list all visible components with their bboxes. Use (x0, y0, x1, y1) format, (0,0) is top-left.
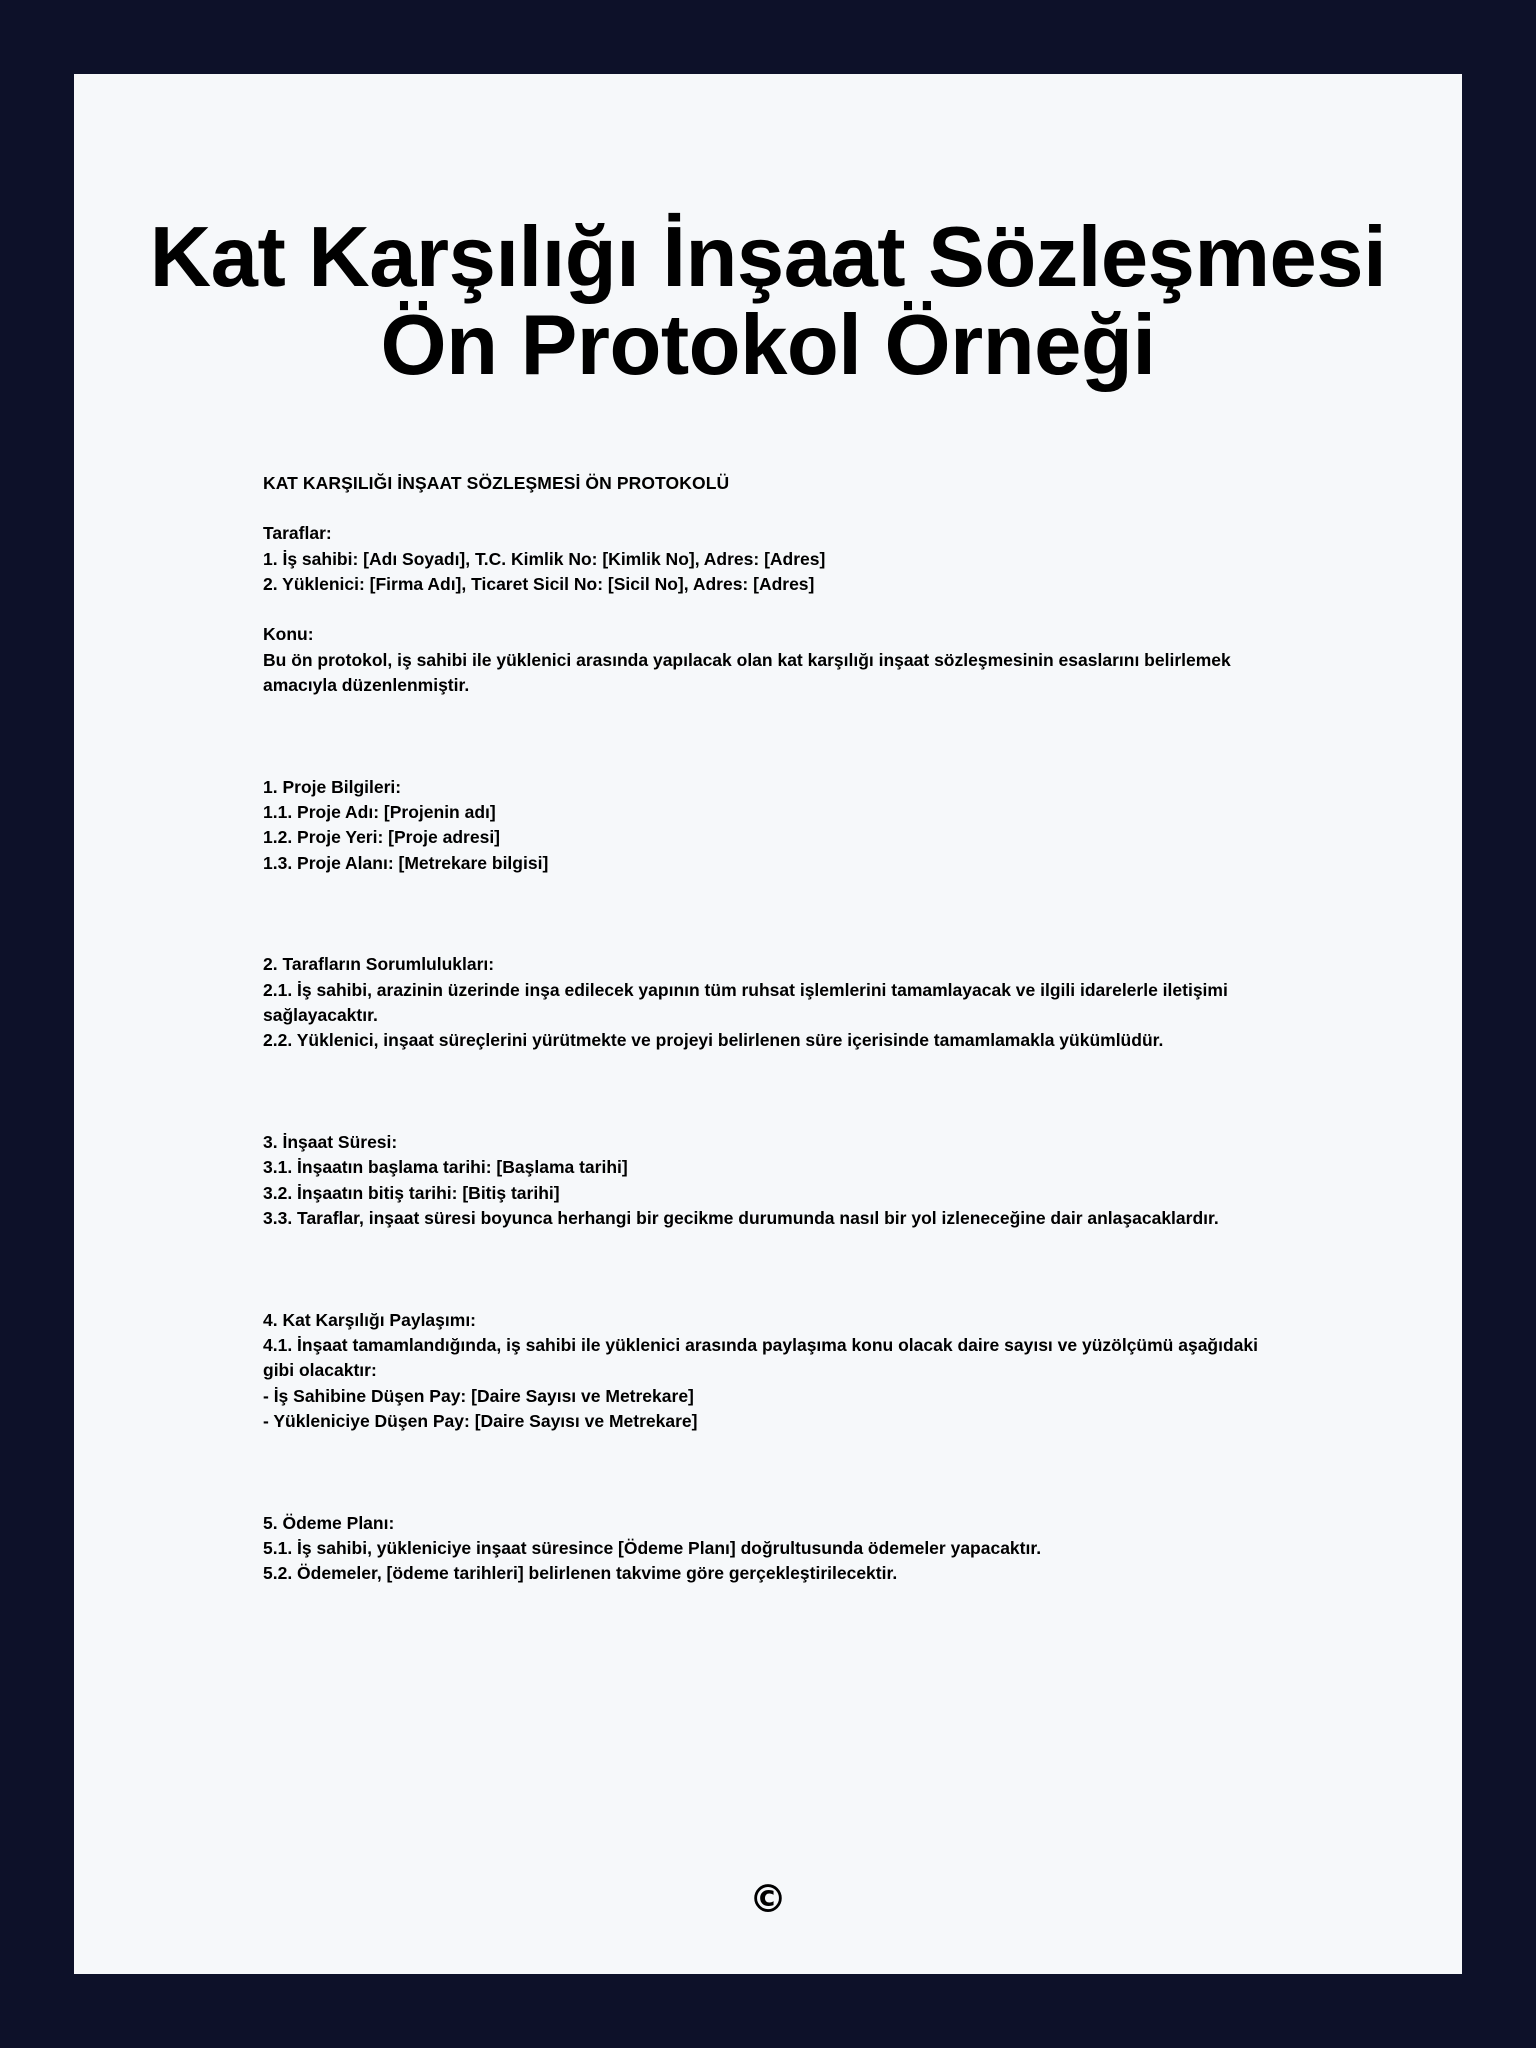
section-title: 4. Kat Karşılığı Paylaşımı: (263, 1309, 477, 1330)
document-content (263, 471, 1273, 1587)
spacer (263, 699, 1273, 775)
party-one: 1. İş sahibi: [Adı Soyadı], T.C. Kimlik No: [Kimlik No], Adres: [Adres] (263, 548, 826, 569)
subject-text: Bu ön protokol, iş sahibi ile yüklenici arasında yapılacak olan kat karşılığı inşaat sözleşmesinin esaslarını belirlemek amacıyla düzenlenmiştir. (263, 649, 1236, 696)
section-item: 5.1. İş sahibi, yükleniciye inşaat süresince [Ödeme Planı] doğrultusunda ödemeler yapacaktır. (263, 1537, 1042, 1558)
section-item: 1.3. Proje Alanı: [Metrekare bilgisi] (263, 852, 549, 873)
spacer (263, 1054, 1273, 1130)
copyright-icon: © (749, 1877, 787, 1921)
party-two: 2. Yüklenici: [Firma Adı], Ticaret Sicil No: [Sicil No], Adres: [Adres] (263, 574, 815, 594)
section-item: 3.3. Taraflar, inşaat süresi boyunca herhangi bir gecikme durumunda nasıl bir yol izleneceğine dair anlaşacaklardır. (263, 1208, 1219, 1229)
section-responsibilities (263, 952, 1273, 1054)
section-title: 5. Ödeme Planı: (263, 1512, 395, 1533)
section-item: 2.1. İş sahibi, arazinin üzerinde inşa edilecek yapının tüm ruhsat işlemlerini tamamlayacak ve ilgili idarelerle iletişimi sağlayacaktır. (263, 979, 1233, 1026)
spacer (263, 876, 1273, 952)
section-title: 3. İnşaat Süresi: (263, 1131, 398, 1152)
document-page (74, 74, 1462, 1974)
page-title: Kat Karşılığı İnşaat Sözleşmesi Ön Protokol Örneği (149, 210, 1387, 394)
section-item: 1.1. Proje Adı: [Projenin adı] (263, 802, 496, 823)
document-heading: KAT KARŞILIĞI İNŞAAT SÖZLEŞMESİ ÖN PROTOKOLÜ (263, 472, 730, 493)
section-construction-duration (263, 1130, 1273, 1232)
section-floor-sharing (263, 1308, 1273, 1435)
section-item: 1.2. Proje Yeri: [Proje adresi] (263, 827, 501, 848)
document-footer (74, 1877, 1462, 1921)
spacer (263, 597, 1273, 622)
subject-label: Konu: (263, 624, 314, 645)
section-title: 2. Tarafların Sorumlulukları: (263, 954, 495, 975)
section-item: 3.1. İnşaatın başlama tarihi: [Başlama tarihi] (263, 1157, 628, 1178)
spacer (263, 1435, 1273, 1511)
section-item: 5.2. Ödemeler, [ödeme tarihleri] belirlenen takvime göre gerçekleştirilecektir. (263, 1563, 898, 1584)
section-title: 1. Proje Bilgileri: (263, 776, 402, 797)
document-body (74, 391, 1462, 1587)
parties-label: Taraflar: (263, 523, 332, 544)
section-item: 3.2. İnşaatın bitiş tarihi: [Bitiş tarihi] (263, 1182, 560, 1203)
section-item: 2.2. Yüklenici, inşaat süreçlerini yürütmekte ve projeyi belirlenen süre içerisinde tamamlamakla yükümlüdür. (263, 1030, 1164, 1051)
spacer (263, 1232, 1273, 1308)
section-item: - İş Sahibine Düşen Pay: [Daire Sayısı ve Metrekare] (263, 1385, 694, 1406)
parties-section (263, 521, 1273, 597)
subject-section (263, 622, 1273, 698)
section-item: 4.1. İnşaat tamamlandığında, iş sahibi ile yüklenici arasında paylaşıma konu olacak daire sayısı ve yüzölçümü aşağıdaki gibi olacaktır: (263, 1334, 1263, 1381)
spacer (263, 496, 1273, 521)
section-payment-plan (263, 1511, 1273, 1587)
section-project-info (263, 775, 1273, 877)
section-item: - Yükleniciye Düşen Pay: [Daire Sayısı ve Metrekare] (263, 1411, 698, 1432)
